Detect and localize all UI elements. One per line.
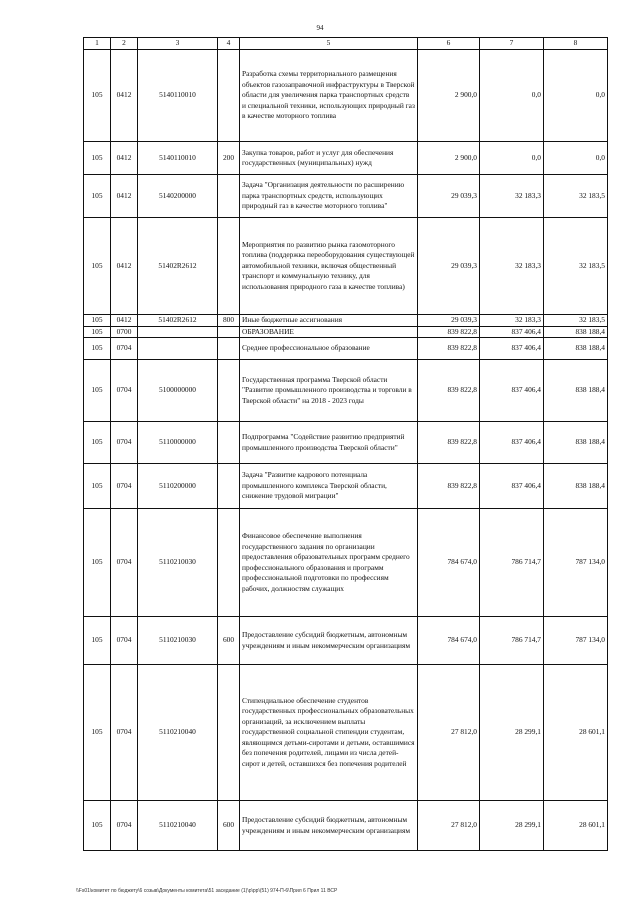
- cell-expense-type: 200: [218, 142, 240, 175]
- cell-administrator-code: 105: [84, 175, 111, 218]
- cell-amount-year-2: 837 406,4: [480, 464, 544, 509]
- header-col-1: 1: [84, 38, 111, 50]
- cell-amount-year-3: 838 188,4: [544, 326, 608, 338]
- cell-amount-year-3: 28 601,1: [544, 801, 608, 851]
- cell-expense-type: [218, 464, 240, 509]
- cell-amount-year-2: 32 183,3: [480, 315, 544, 327]
- cell-amount-year-3: 838 188,4: [544, 338, 608, 360]
- cell-expense-type: [218, 422, 240, 464]
- cell-description: Предоставление субсидий бюджетным, автономным учреждениям и иным некоммерческим организациям: [240, 801, 418, 851]
- table-row: [84, 315, 608, 327]
- cell-amount-year-2: 786 714,7: [480, 617, 544, 665]
- cell-description: Задача "Развитие кадрового потенциала промышленного комплекса Тверской области, снижение трудовой миграции": [240, 464, 418, 509]
- cell-description: Мероприятия по развитию рынка газомоторного топлива (поддержка переоборудования существующей автомобильной техники, включая общественный транспорт и коммунальную технику, для использования природного газа в качестве топлива): [240, 218, 418, 315]
- cell-amount-year-2: 0,0: [480, 142, 544, 175]
- header-col-8: 8: [544, 38, 608, 50]
- table-row: [84, 175, 608, 218]
- cell-section-code: 0704: [111, 617, 138, 665]
- cell-administrator-code: 105: [84, 50, 111, 142]
- cell-amount-year-3: 838 188,4: [544, 464, 608, 509]
- cell-expense-type: [218, 665, 240, 801]
- table-row: [84, 422, 608, 464]
- cell-administrator-code: 105: [84, 326, 111, 338]
- cell-amount-year-3: 787 134,0: [544, 509, 608, 617]
- cell-administrator-code: 105: [84, 338, 111, 360]
- cell-amount-year-1: 839 822,8: [418, 338, 480, 360]
- cell-amount-year-3: 838 188,4: [544, 360, 608, 422]
- cell-amount-year-3: 32 183,5: [544, 218, 608, 315]
- cell-target-article: [138, 338, 218, 360]
- cell-amount-year-3: 0,0: [544, 50, 608, 142]
- table-row: [84, 326, 608, 338]
- cell-amount-year-3: 0,0: [544, 142, 608, 175]
- cell-expense-type: 600: [218, 801, 240, 851]
- cell-amount-year-1: 839 822,8: [418, 360, 480, 422]
- cell-description: ОБРАЗОВАНИЕ: [240, 326, 418, 338]
- cell-amount-year-3: 28 601,1: [544, 665, 608, 801]
- cell-target-article: 5110210040: [138, 665, 218, 801]
- page-number: 94: [316, 24, 324, 32]
- cell-expense-type: [218, 50, 240, 142]
- cell-section-code: 0704: [111, 801, 138, 851]
- table-row: [84, 218, 608, 315]
- cell-administrator-code: 105: [84, 617, 111, 665]
- header-col-5: 5: [240, 38, 418, 50]
- cell-expense-type: [218, 338, 240, 360]
- cell-amount-year-3: 32 183,5: [544, 175, 608, 218]
- cell-administrator-code: 105: [84, 509, 111, 617]
- cell-section-code: 0704: [111, 665, 138, 801]
- cell-description: Задача "Организация деятельности по расширению парка транспортных средств, использующих природный газ в качестве моторного топлива": [240, 175, 418, 218]
- table-row: [84, 360, 608, 422]
- cell-section-code: 0700: [111, 326, 138, 338]
- cell-amount-year-2: 837 406,4: [480, 422, 544, 464]
- cell-expense-type: [218, 509, 240, 617]
- cell-target-article: 5140110010: [138, 50, 218, 142]
- table-row: [84, 464, 608, 509]
- file-path-footer: \\Fs01\комитет по бюджету\6 созыв\Документы комитета\51 заседание (1)\р\рр\(51) 974-П-6\Прил 6 Прил 11 ВСР: [76, 888, 338, 894]
- cell-section-code: 0412: [111, 218, 138, 315]
- cell-expense-type: 800: [218, 315, 240, 327]
- cell-amount-year-1: 839 822,8: [418, 464, 480, 509]
- cell-target-article: [138, 326, 218, 338]
- cell-administrator-code: 105: [84, 464, 111, 509]
- cell-amount-year-1: 27 812,0: [418, 801, 480, 851]
- cell-target-article: 5140110010: [138, 142, 218, 175]
- cell-target-article: 5110210030: [138, 617, 218, 665]
- table-header-row: [84, 38, 608, 50]
- cell-amount-year-2: 32 183,3: [480, 218, 544, 315]
- cell-target-article: 5100000000: [138, 360, 218, 422]
- table-body: [84, 50, 608, 851]
- cell-administrator-code: 105: [84, 665, 111, 801]
- cell-section-code: 0412: [111, 142, 138, 175]
- cell-target-article: 5110200000: [138, 464, 218, 509]
- cell-description: Предоставление субсидий бюджетным, автономным учреждениям и иным некоммерческим организациям: [240, 617, 418, 665]
- cell-amount-year-2: 837 406,4: [480, 338, 544, 360]
- cell-section-code: 0412: [111, 315, 138, 327]
- cell-amount-year-1: 784 674,0: [418, 509, 480, 617]
- cell-target-article: 51402R2612: [138, 315, 218, 327]
- cell-amount-year-1: 29 039,3: [418, 315, 480, 327]
- cell-expense-type: [218, 218, 240, 315]
- cell-amount-year-2: 837 406,4: [480, 360, 544, 422]
- cell-amount-year-1: 839 822,8: [418, 326, 480, 338]
- cell-amount-year-1: 2 900,0: [418, 50, 480, 142]
- cell-amount-year-2: 32 183,3: [480, 175, 544, 218]
- cell-section-code: 0704: [111, 360, 138, 422]
- cell-expense-type: [218, 326, 240, 338]
- cell-description: Среднее профессиональное образование: [240, 338, 418, 360]
- cell-description: Стипендиальное обеспечение студентов государственных профессиональных образовательных организаций, за исключением выплаты государственной социальной стипендии студентам, являющимся детьми-сиротами и детьми, оставшимися без попечения родителей, лицами из числа детей-сирот и детей, оставшихся без попечения родителей: [240, 665, 418, 801]
- cell-amount-year-1: 2 900,0: [418, 142, 480, 175]
- table-row: [84, 665, 608, 801]
- cell-amount-year-3: 787 134,0: [544, 617, 608, 665]
- cell-description: Государственная программа Тверской области "Развитие промышленного производства и торговли в Тверской области" на 2018 - 2023 годы: [240, 360, 418, 422]
- cell-amount-year-1: 784 674,0: [418, 617, 480, 665]
- table-row: [84, 801, 608, 851]
- header-col-2: 2: [111, 38, 138, 50]
- cell-section-code: 0412: [111, 50, 138, 142]
- cell-amount-year-3: 32 183,5: [544, 315, 608, 327]
- cell-description: Закупка товаров, работ и услуг для обеспечения государственных (муниципальных) нужд: [240, 142, 418, 175]
- cell-amount-year-1: 27 812,0: [418, 665, 480, 801]
- cell-amount-year-2: 837 406,4: [480, 326, 544, 338]
- cell-description: Подпрограмма "Содействие развитию предприятий промышленного производства Тверской области": [240, 422, 418, 464]
- cell-amount-year-1: 839 822,8: [418, 422, 480, 464]
- table-row: [84, 509, 608, 617]
- cell-expense-type: [218, 360, 240, 422]
- cell-description: Финансовое обеспечение выполнения государственного задания по организации предоставления образовательных программ среднего профессионального образования и программ профессиональной подготовки по профессиям рабочих, должностям служащих: [240, 509, 418, 617]
- cell-section-code: 0704: [111, 509, 138, 617]
- cell-administrator-code: 105: [84, 360, 111, 422]
- cell-section-code: 0704: [111, 464, 138, 509]
- cell-amount-year-2: 0,0: [480, 50, 544, 142]
- header-col-6: 6: [418, 38, 480, 50]
- cell-administrator-code: 105: [84, 801, 111, 851]
- cell-target-article: 5140200000: [138, 175, 218, 218]
- cell-expense-type: 600: [218, 617, 240, 665]
- table-row: [84, 617, 608, 665]
- cell-administrator-code: 105: [84, 218, 111, 315]
- table-row: [84, 142, 608, 175]
- cell-amount-year-2: 786 714,7: [480, 509, 544, 617]
- cell-amount-year-1: 29 039,3: [418, 175, 480, 218]
- cell-target-article: 5110210030: [138, 509, 218, 617]
- cell-administrator-code: 105: [84, 315, 111, 327]
- cell-target-article: 5110210040: [138, 801, 218, 851]
- table-row: [84, 50, 608, 142]
- budget-table: [83, 37, 608, 851]
- cell-amount-year-3: 838 188,4: [544, 422, 608, 464]
- header-col-7: 7: [480, 38, 544, 50]
- cell-description: Иные бюджетные ассигнования: [240, 315, 418, 327]
- cell-amount-year-1: 29 039,3: [418, 218, 480, 315]
- cell-expense-type: [218, 175, 240, 218]
- cell-target-article: 51402R2612: [138, 218, 218, 315]
- cell-amount-year-2: 28 299,1: [480, 665, 544, 801]
- cell-administrator-code: 105: [84, 142, 111, 175]
- cell-amount-year-2: 28 299,1: [480, 801, 544, 851]
- cell-section-code: 0704: [111, 338, 138, 360]
- cell-administrator-code: 105: [84, 422, 111, 464]
- cell-section-code: 0412: [111, 175, 138, 218]
- cell-description: Разработка схемы территориального размещения объектов газозаправочной инфраструктуры в Тверской области для увеличения парка транспортных средств и специальной техники, использующих природный газ в качестве моторного топлива: [240, 50, 418, 142]
- cell-target-article: 5110000000: [138, 422, 218, 464]
- cell-section-code: 0704: [111, 422, 138, 464]
- header-col-4: 4: [218, 38, 240, 50]
- table-row: [84, 338, 608, 360]
- header-col-3: 3: [138, 38, 218, 50]
